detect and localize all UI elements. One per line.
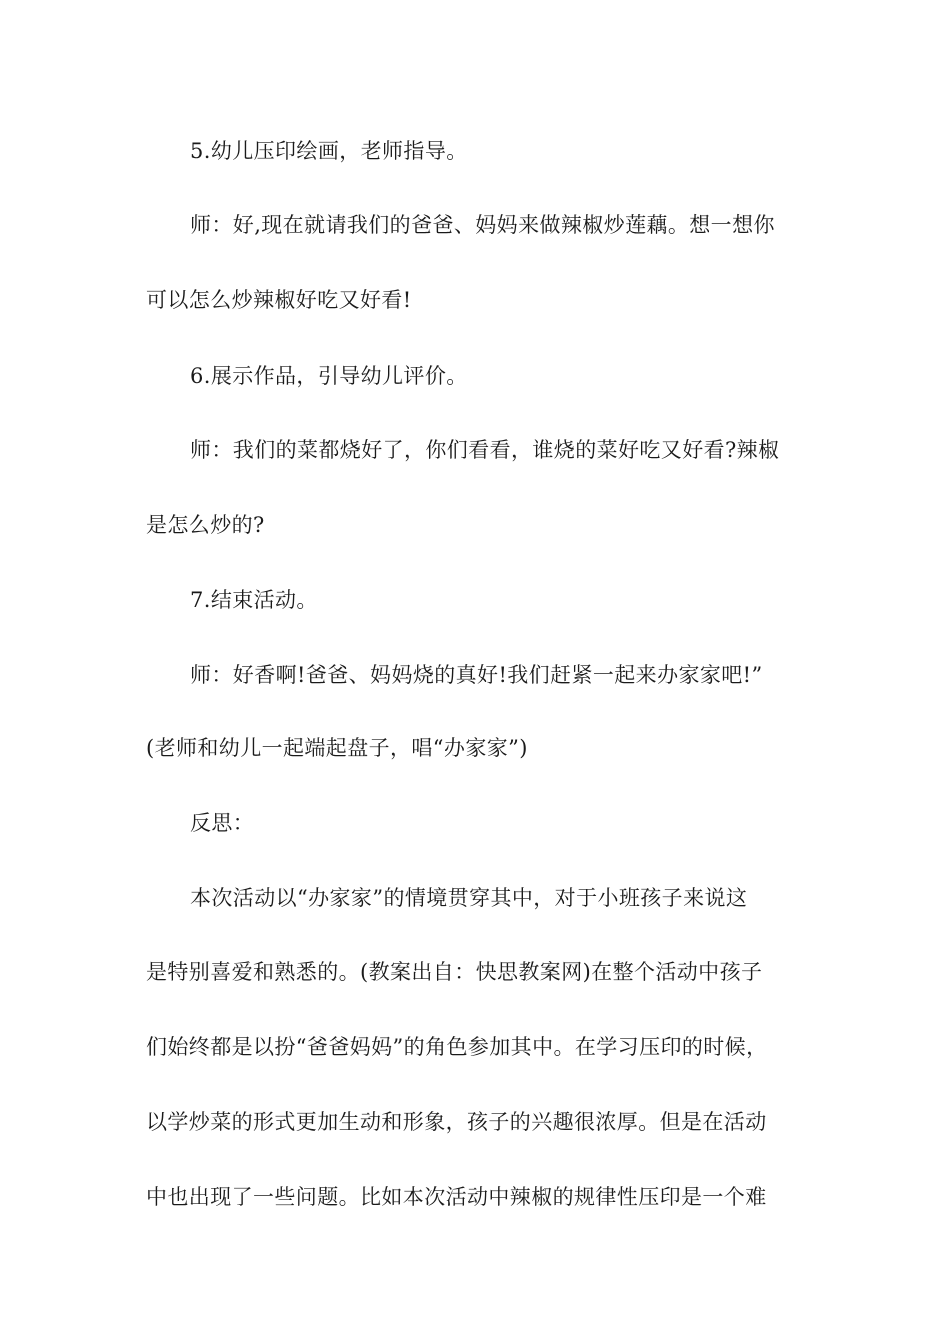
paragraph-line: 们始终都是以扮“爸爸妈妈”的角色参加其中。在学习压印的时候， (146, 1035, 768, 1059)
paragraph-line: 可以怎么炒辣椒好吃又好看! (146, 288, 412, 312)
step-6-heading: 6.展示作品，引导幼儿评价。 (190, 364, 468, 388)
paragraph-line: 以学炒菜的形式更加生动和形象，孩子的兴趣很浓厚。但是在活动 (146, 1110, 767, 1134)
paragraph-line: 师：好,现在就请我们的爸爸、妈妈来做辣椒炒莲藕。想一想你 (190, 213, 775, 237)
paragraph-line: 是怎么炒的? (146, 513, 265, 537)
paragraph-line: 师：好香啊!爸爸、妈妈烧的真好!我们赶紧一起来办家家吧!” (190, 663, 763, 687)
step-7-heading: 7.结束活动。 (190, 588, 318, 612)
paragraph-line: 本次活动以“办家家”的情境贯穿其中，对于小班孩子来说这 (190, 886, 748, 910)
paragraph-line: 师：我们的菜都烧好了，你们看看，谁烧的菜好吃又好看?辣椒 (190, 438, 780, 462)
reflection-heading: 反思： (190, 811, 255, 835)
paragraph-line: (老师和幼儿一起端起盘子，唱“办家家”) (146, 736, 528, 760)
step-5-heading: 5.幼儿压印绘画，老师指导。 (190, 139, 468, 163)
paragraph-line: 是特别喜爱和熟悉的。(教案出自：快思教案网)在整个活动中孩子 (146, 960, 763, 984)
paragraph-line: 中也出现了一些问题。比如本次活动中辣椒的规律性压印是一个难 (146, 1185, 767, 1209)
